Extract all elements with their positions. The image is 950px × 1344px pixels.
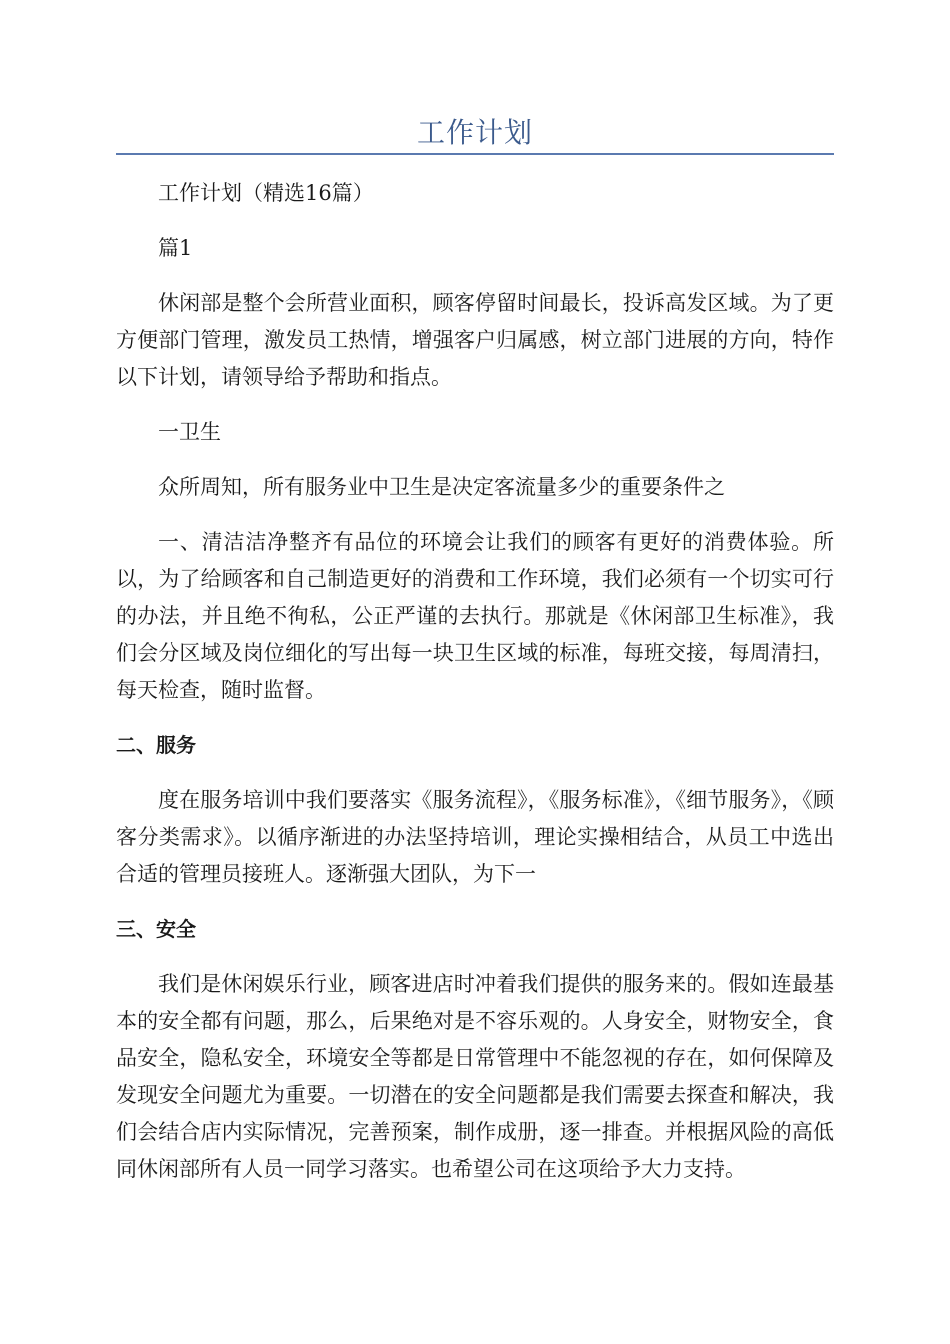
paragraph-hygiene: 一、清洁洁净整齐有品位的环境会让我们的顾客有更好的消费体验。所以，为了给顾客和自己制造更好的消费和工作环境，我们必须有一个切实可行的办法，并且绝不徇私，公正严谨的去执行。那就是《休闲部卫生标准》，我们会分区域及岗位细化的写出每一块卫生区域的标准，每班交接，每周清扫，每天检查，随时监督。 (116, 530, 834, 702)
part-label: 篇1 (158, 236, 193, 260)
document-subtitle: 工作计划（精选16篇） (158, 181, 374, 205)
title-underline (116, 153, 834, 155)
paragraph-intro: 休闲部是整个会所营业面积，顾客停留时间最长，投诉高发区域。为了更方便部门管理，激发员工热情，增强客户归属感，树立部门进展的方向，特作以下计划，请领导给予帮助和指点。 (116, 291, 834, 389)
section-hygiene-label: 一卫生 (158, 420, 221, 444)
section-heading-service: 二、服务 (116, 733, 196, 757)
paragraph-safety: 我们是休闲娱乐行业，顾客进店时冲着我们提供的服务来的。假如连最基本的安全都有问题，那么，后果绝对是不容乐观的。人身安全，财物安全，食品安全，隐私安全，环境安全等都是日常管理中不能忽视的存在，如何保障及发现安全问题尤为重要。一切潜在的安全问题都是我们需要去探查和解决，我们会结合店内实际情况，完善预案，制作成册，逐一排查。并根据风险的高低同休闲部所有人员一同学习落实。也希望公司在这项给予大力支持。 (116, 972, 834, 1181)
paragraph-service: 度在服务培训中我们要落实《服务流程》，《服务标准》，《细节服务》，《顾客分类需求》。以循序渐进的办法坚持培训，理论实操相结合，从员工中选出合适的管理员接班人。逐渐强大团队，为下一 (116, 788, 834, 886)
section-heading-safety: 三、安全 (116, 917, 196, 941)
document-title: 工作计划 (416, 116, 533, 149)
document-body (116, 175, 834, 1206)
paragraph-hygiene-lead: 众所周知，所有服务业中卫生是决定客流量多少的重要条件之 (158, 475, 725, 499)
